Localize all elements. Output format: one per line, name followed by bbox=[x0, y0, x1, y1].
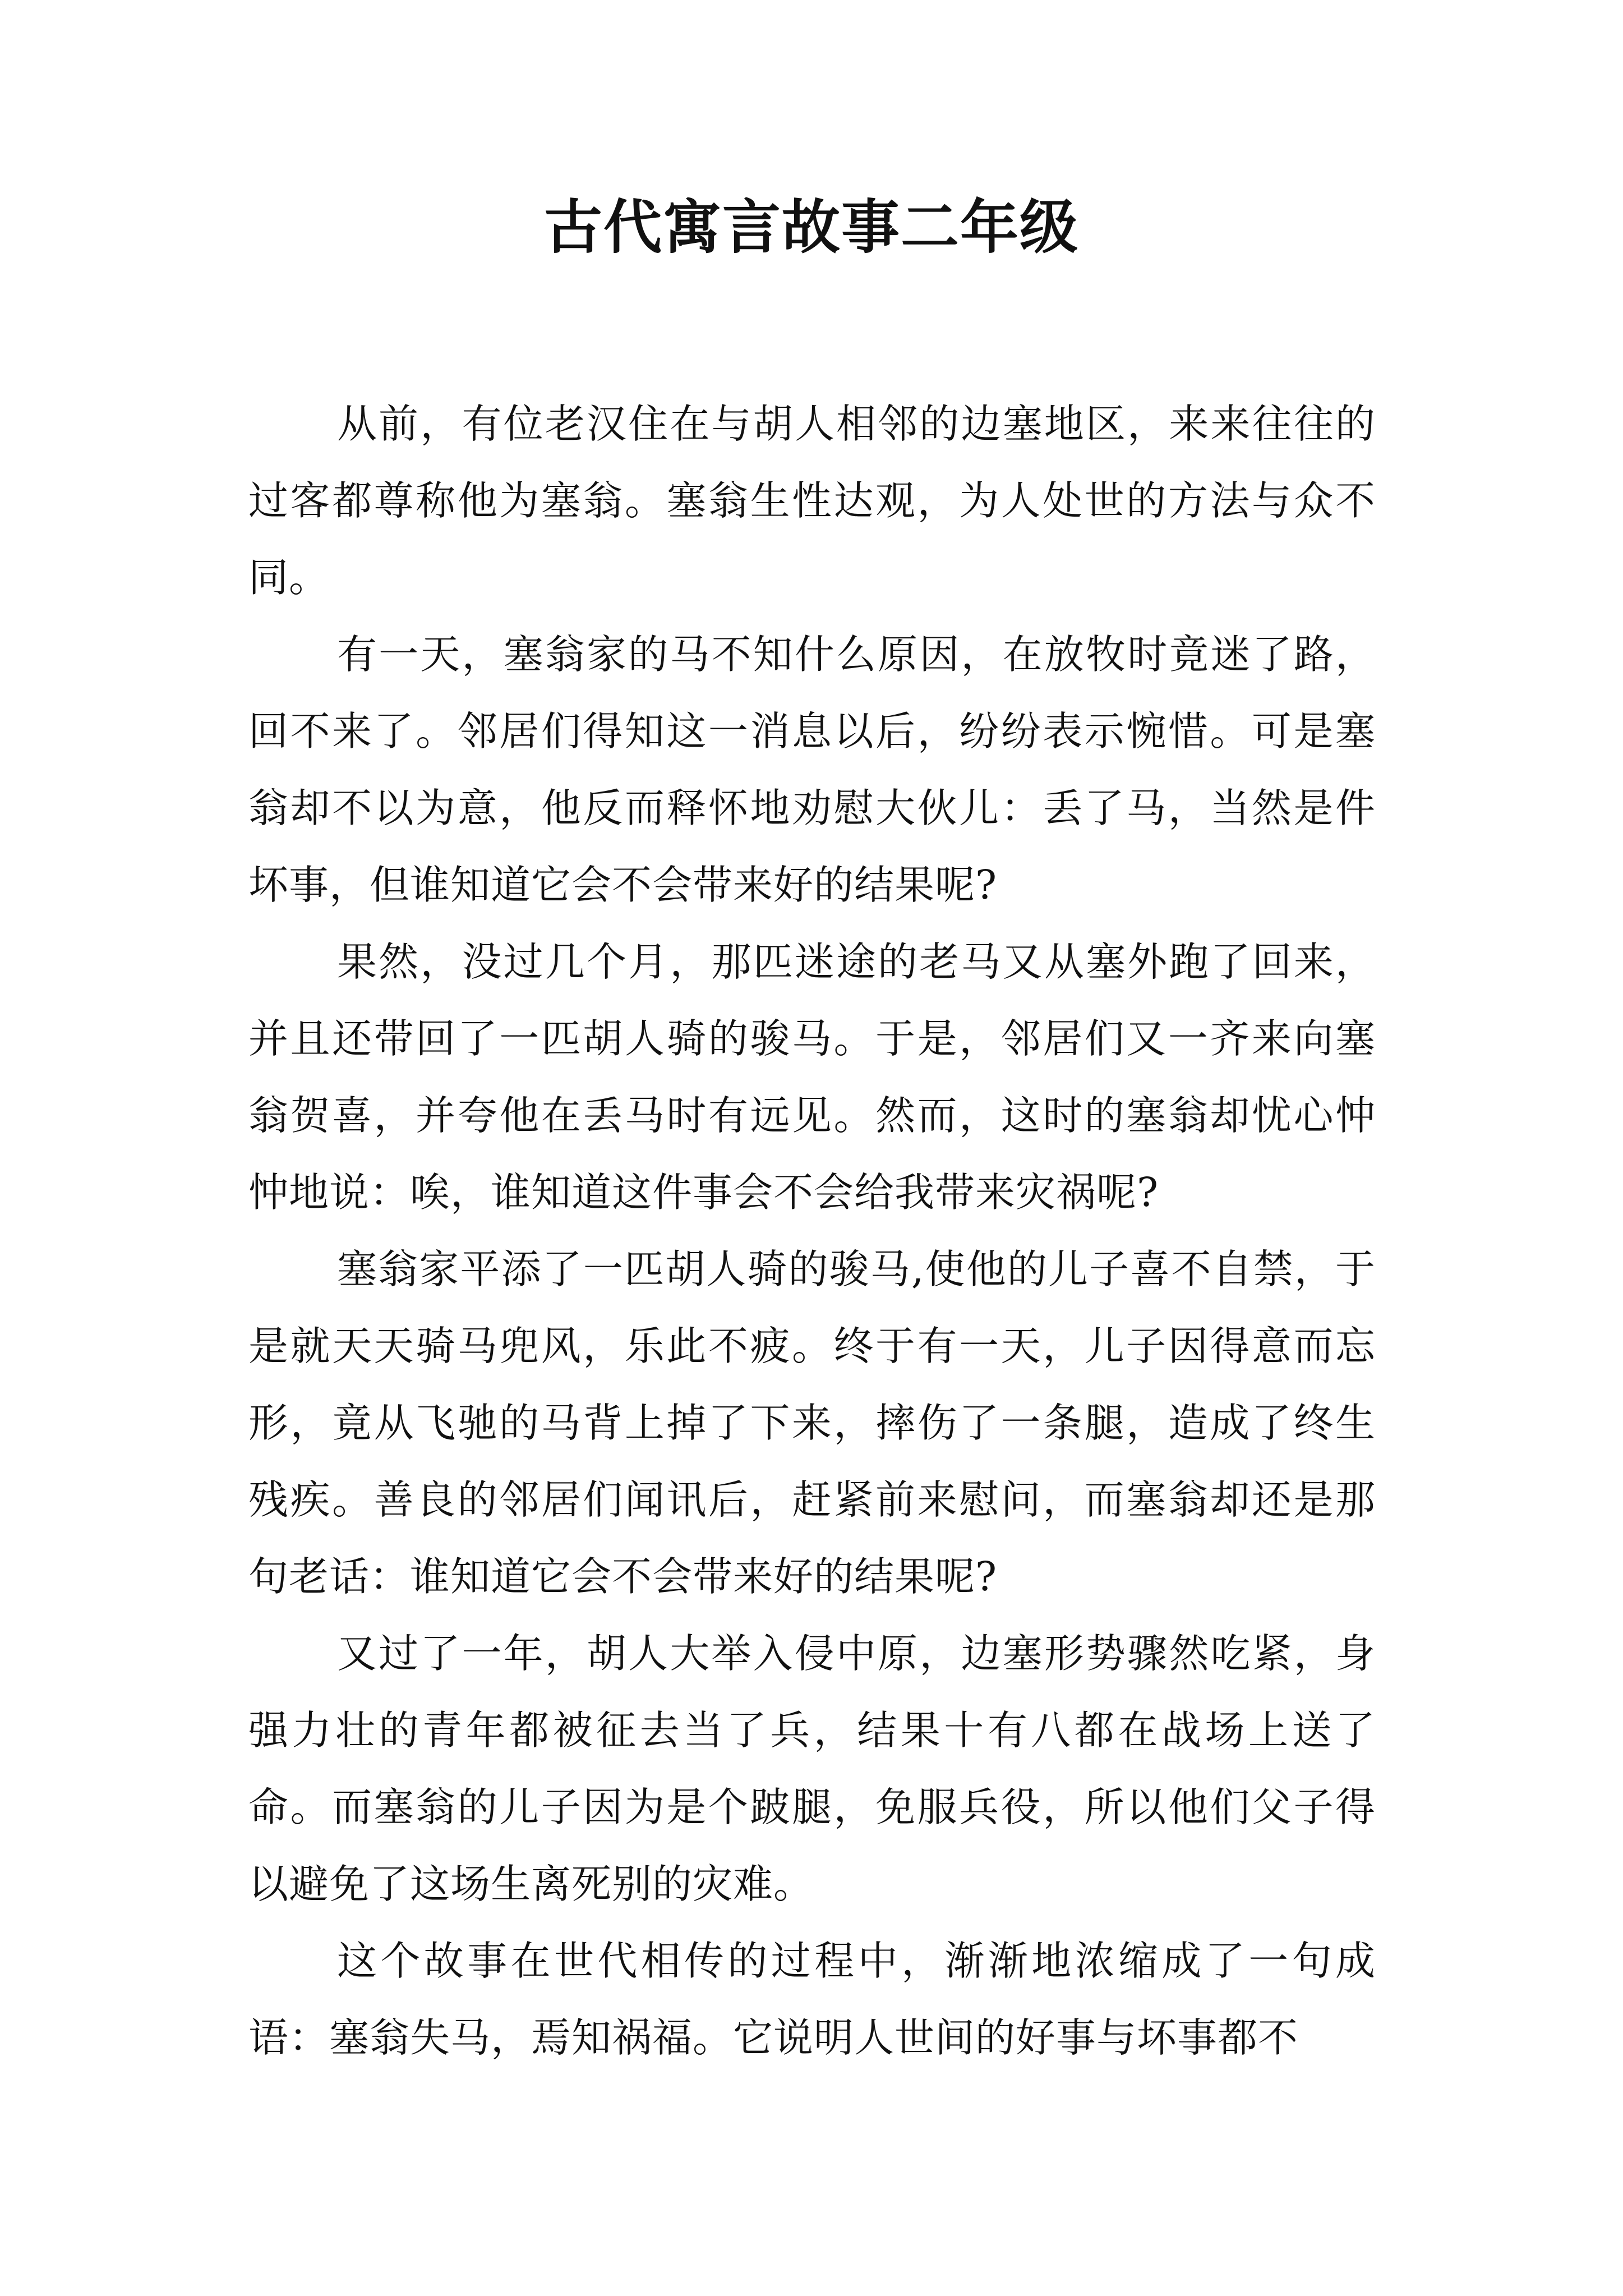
paragraph: 有一天，塞翁家的马不知什么原因，在放牧时竟迷了路，回不来了。邻居们得知这一消息以后，纷纷表示惋惜。可是塞翁却不以为意，他反而释怀地劝慰大伙儿：丢了马，当然是件坏事，但谁知道它会不会带来好的结果呢? bbox=[248, 631, 1376, 908]
document-title: 古代寓言故事二年级 bbox=[543, 192, 1079, 261]
paragraph: 塞翁家平添了一匹胡人骑的骏马,使他的儿子喜不自禁，于是就天天骑马兜风，乐此不疲。终于有一天，儿子因得意而忘形，竟从飞驰的马背上掉了下来，摔伤了一条腿，造成了终生残疾。善良的邻居们闻讯后，赶紧前来慰问，而塞翁却还是那句老话：谁知道它会不会带来好的结果呢? bbox=[248, 1246, 1376, 1600]
document-body bbox=[248, 385, 1376, 2076]
paragraph: 果然，没过几个月，那匹迷途的老马又从塞外跑了回来，并且还带回了一匹胡人骑的骏马。于是，邻居们又一齐来向塞翁贺喜，并夸他在丢马时有远见。然而，这时的塞翁却忧心忡忡地说：唉，谁知道这件事会不会给我带来灾祸呢? bbox=[248, 938, 1376, 1216]
paragraph: 从前，有位老汉住在与胡人相邻的边塞地区，来来往往的过客都尊称他为塞翁。塞翁生性达观，为人处世的方法与众不同。 bbox=[248, 401, 1376, 601]
paragraph: 这个故事在世代相传的过程中，渐渐地浓缩成了一句成语：塞翁失马，焉知祸福。它说明人世间的好事与坏事都不 bbox=[248, 1938, 1376, 2061]
paragraph: 又过了一年，胡人大举入侵中原，边塞形势骤然吃紧，身强力壮的青年都被征去当了兵，结果十有八都在战场上送了命。而塞翁的儿子因为是个跛腿，免服兵役，所以他们父子得以避免了这场生离死别的灾难。 bbox=[248, 1630, 1376, 1907]
